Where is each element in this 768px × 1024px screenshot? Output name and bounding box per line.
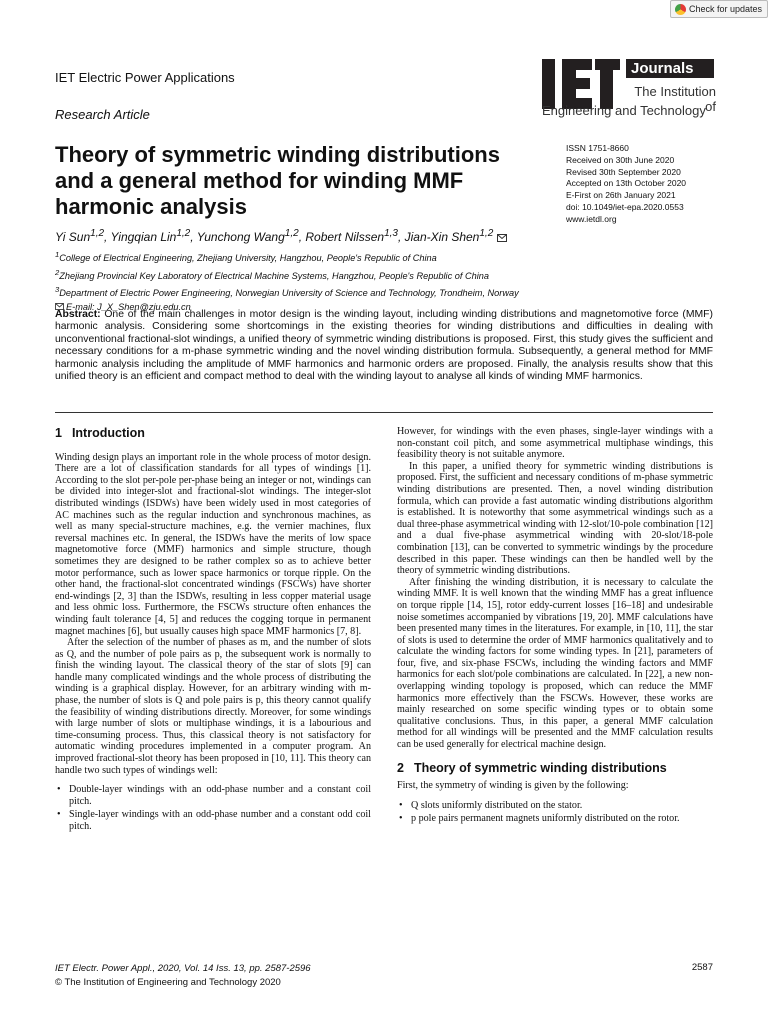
- revised-date: Revised 30th September 2020: [566, 166, 681, 177]
- email[interactable]: E-mail: J_X_Shen@zju.edu.cn: [66, 301, 191, 312]
- list-item: • Single-layer windings with an odd-phase number and a constant odd coil pitch.: [55, 809, 371, 832]
- affiliation-1: $^1$College of Electrical Engineering, Zhejiang University, Hangzhou, People's Republic of China: [55, 250, 437, 264]
- page-number: 2587: [691, 962, 713, 973]
- author: Robert Nilssen$^{1,3}$: [305, 228, 398, 244]
- paragraph: First, the symmetry of winding is given by the following:: [397, 780, 629, 792]
- abstract-label: Abstract:: [55, 309, 101, 320]
- affiliations: [55, 248, 519, 314]
- ietdl-link[interactable]: www.ietdl.org: [566, 213, 617, 224]
- issn: ISSN 1751-8660: [566, 143, 629, 153]
- doi[interactable]: doi: 10.1049/iet-epa.2020.0553: [566, 201, 684, 212]
- paper-title: Theory of symmetric winding distributions and a general method for winding MMF harmonic analysis: [55, 142, 500, 219]
- list-item: • Double-layer windings with an odd-phase number and a constant coil pitch.: [55, 784, 371, 807]
- paragraph: After the selection of the number of phases as m, and the number of slots as Q, and the number of pole pairs as p, the subsequent work is normally to finish the winding layout. The classical theory of the star of slots [9] can handle many complicated windings and the whole process of distributing the winding is a graphical display. However, for an arbitrary winding with m-phase, the number of slots is Q and pole pairs is p, this theory cannot qualify the feasibility of winding distributions directly. Moreover, for some windings with large number of slots or multiphase windings, it is a labourious and time-consuming process. Thus, this classical theory is not satisfactory for automatic winding procedures implemented in a computer program. An improved fractional-slot theory has been proposed in [10, 11]. This theory can handle two such types of windings well:: [55, 637, 371, 776]
- iet-logo: [540, 59, 715, 121]
- accepted-date: Accepted on 13th October 2020: [566, 178, 687, 189]
- article-metadata: [566, 143, 686, 226]
- author-list: Yi Sun$^{1,2}$, Yingqian Lin$^{1,2}$, Yunchong Wang$^{1,2}$, Robert Nilssen$^{1,3}$, Jian-Xin Shen$^{1,2}$: [55, 228, 507, 245]
- abstract-text: One of the main challenges in motor design is the winding layout, including winding distributions and magnetomotive force (MMF) harmonic analysis. Considering some shortcomings in the existing theories for winding distributions and difficulties in dealing with unconventional fractional-slot windings, a unified theory of symmetric winding distributions is proposed. First, this study gives the sufficient and necessary conditions for a m-phase symmetric winding and the novel winding distribution formula. Subsequently, a general method for MMF harmonic analysis including the amplitude of MMF harmonics and harmonic orders are proposed. Finally, the analysis results show that this unified theory is an efficient and compact method to deal with the winding layout to analyse all kinds of winding MMF harmonics.: [55, 309, 713, 383]
- winding-type-list: [55, 784, 371, 832]
- author: Yunchong Wang$^{1,2}$: [196, 228, 299, 244]
- journals-label: Journals: [626, 59, 714, 78]
- section-heading-introduction: 1 Introduction: [55, 426, 145, 440]
- symmetry-conditions-list: [397, 800, 713, 825]
- paragraph: However, for windings with the even phases, single-layer windings with a non-constant coil pitch, and some asymmetrical multiphase windings, this feasibility theory is not suitable anymore.: [397, 426, 713, 461]
- section-heading-theory: 2 Theory of symmetric winding distributions: [397, 760, 667, 775]
- affiliation-2: $^2$Zhejiang Provincial Key Laboratory of Electrical Machine Systems, Hangzhou, People's Republic of China: [55, 267, 489, 281]
- affiliation-3: $^3$Department of Electric Power Engineering, Norwegian University of Science and Technology, Trondheim, Norway: [55, 285, 519, 299]
- article-type: Research Article: [55, 107, 150, 122]
- list-item: • p pole pairs permanent magnets uniformly distributed on the rotor.: [397, 813, 713, 825]
- check-for-updates-label: Check for updates: [689, 4, 763, 14]
- e-first-date: E-First on 26th January 2021: [566, 190, 676, 201]
- check-for-updates-icon: [675, 4, 686, 15]
- received-date: Received on 30th June 2020: [566, 154, 675, 165]
- list-item: • Q slots uniformly distributed on the stator.: [397, 800, 713, 812]
- check-for-updates-button[interactable]: [670, 0, 768, 18]
- author: Yi Sun$^{1,2}$: [55, 228, 105, 244]
- institution-line-1: The Institution of: [634, 84, 716, 114]
- abstract: [55, 309, 713, 383]
- journal-name: IET Electric Power Applications: [55, 70, 235, 85]
- divider: [55, 412, 713, 413]
- right-column: [397, 426, 713, 827]
- footer: [55, 962, 311, 990]
- institution-line-2: Engineering and Technology: [542, 103, 706, 118]
- citation: IET Electr. Power Appl., 2020, Vol. 14 Iss. 13, pp. 2587-2596: [55, 963, 311, 974]
- copyright: © The Institution of Engineering and Technology 2020: [55, 977, 281, 988]
- envelope-icon[interactable]: [497, 231, 507, 245]
- left-column: [55, 428, 371, 835]
- author: Jian-Xin Shen$^{1,2}$: [404, 228, 494, 244]
- iet-logo-mark: [540, 59, 620, 109]
- paragraph: After finishing the winding distribution, it is necessary to calculate the winding MMF. It is well known that the winding MMF has a great influence on torque ripple [14, 15], rotor eddy-current losses [16–18] and undesirable noise sometimes accompanied by vibrations [19, 20]. MMF calculations have been presented many times in the literatures. For example, in [10, 11], the star of slots is used to determine the order of MMF harmonics qualitatively and to calculate the winding factors for some winding types. In [21], parameters of four, five, and six-phase FSCWs, including the winding factors and MMF harmonics for each slot/pole combinations are calculated. In [22], a new non-overlapping winding topology is proposed, which can reduce the MMF harmonics more effectively than the FSCWs. However, these works are mainly researched on some specific winding types or to obtain some qualitative conclusions. Thus, in this paper, a general MMF calculation method for all windings will be presented and the MMF calculation results can be used generally for electrical machine design.: [397, 576, 713, 751]
- paragraph: In this paper, a unified theory for symmetric winding distributions is proposed. First, the sufficient and necessary conditions of m-phase symmetric winding distributions are presented. Then, a novel winding distribution formula, which can provide a fast automatic winding distributions algorithm is established. It is noteworthy that some asymmetrical windings such as a dual three-phase asymmetrical winding with 12-slot/10-pole combination [12] and a dual five-phase asymmetrical winding with 20-slot/18-pole combination [13], can be converted to symmetric windings by the procedure described in this paper. These windings can then be handled well by the theory of symmetric winding distributions.: [397, 460, 713, 577]
- paragraph: Winding design plays an important role in the whole process of motor design. There are a lot of classification standards for all types of windings [1]. According to the slot per-pole per-phase being an integer or not, windings can be divided into integer-slot and fractional-slot windings. The integer-slot distributed windings (ISDWs) have been widely used in most categories of AC machines such as the regular induction and synchronous machines, as well as many special-structure machines, e.g. the vernier machines, flux reversal machines etc. In general, the ISDWs have the merits of low space magnetomotive force (MMF) harmonics and simple structure, though sometimes they are designed to be rather complex so as to achieve better motor performance, such as lower space harmonics or torque ripple. On the other hand, the fractional-slot concentrated windings (FSCWs) have shorter end-windings [2, 3] than the ISDWs, resulting in less copper material usage and less ohmic loss. Furthermore, the FSCWs structure often enhances the winding fault tolerance [4, 5] and reduces the cogging torque in permanent magnet machines [6], but usually causes high space MMF harmonics [7, 8].: [55, 451, 371, 637]
- author: Yingqian Lin$^{1,2}$: [110, 228, 191, 244]
